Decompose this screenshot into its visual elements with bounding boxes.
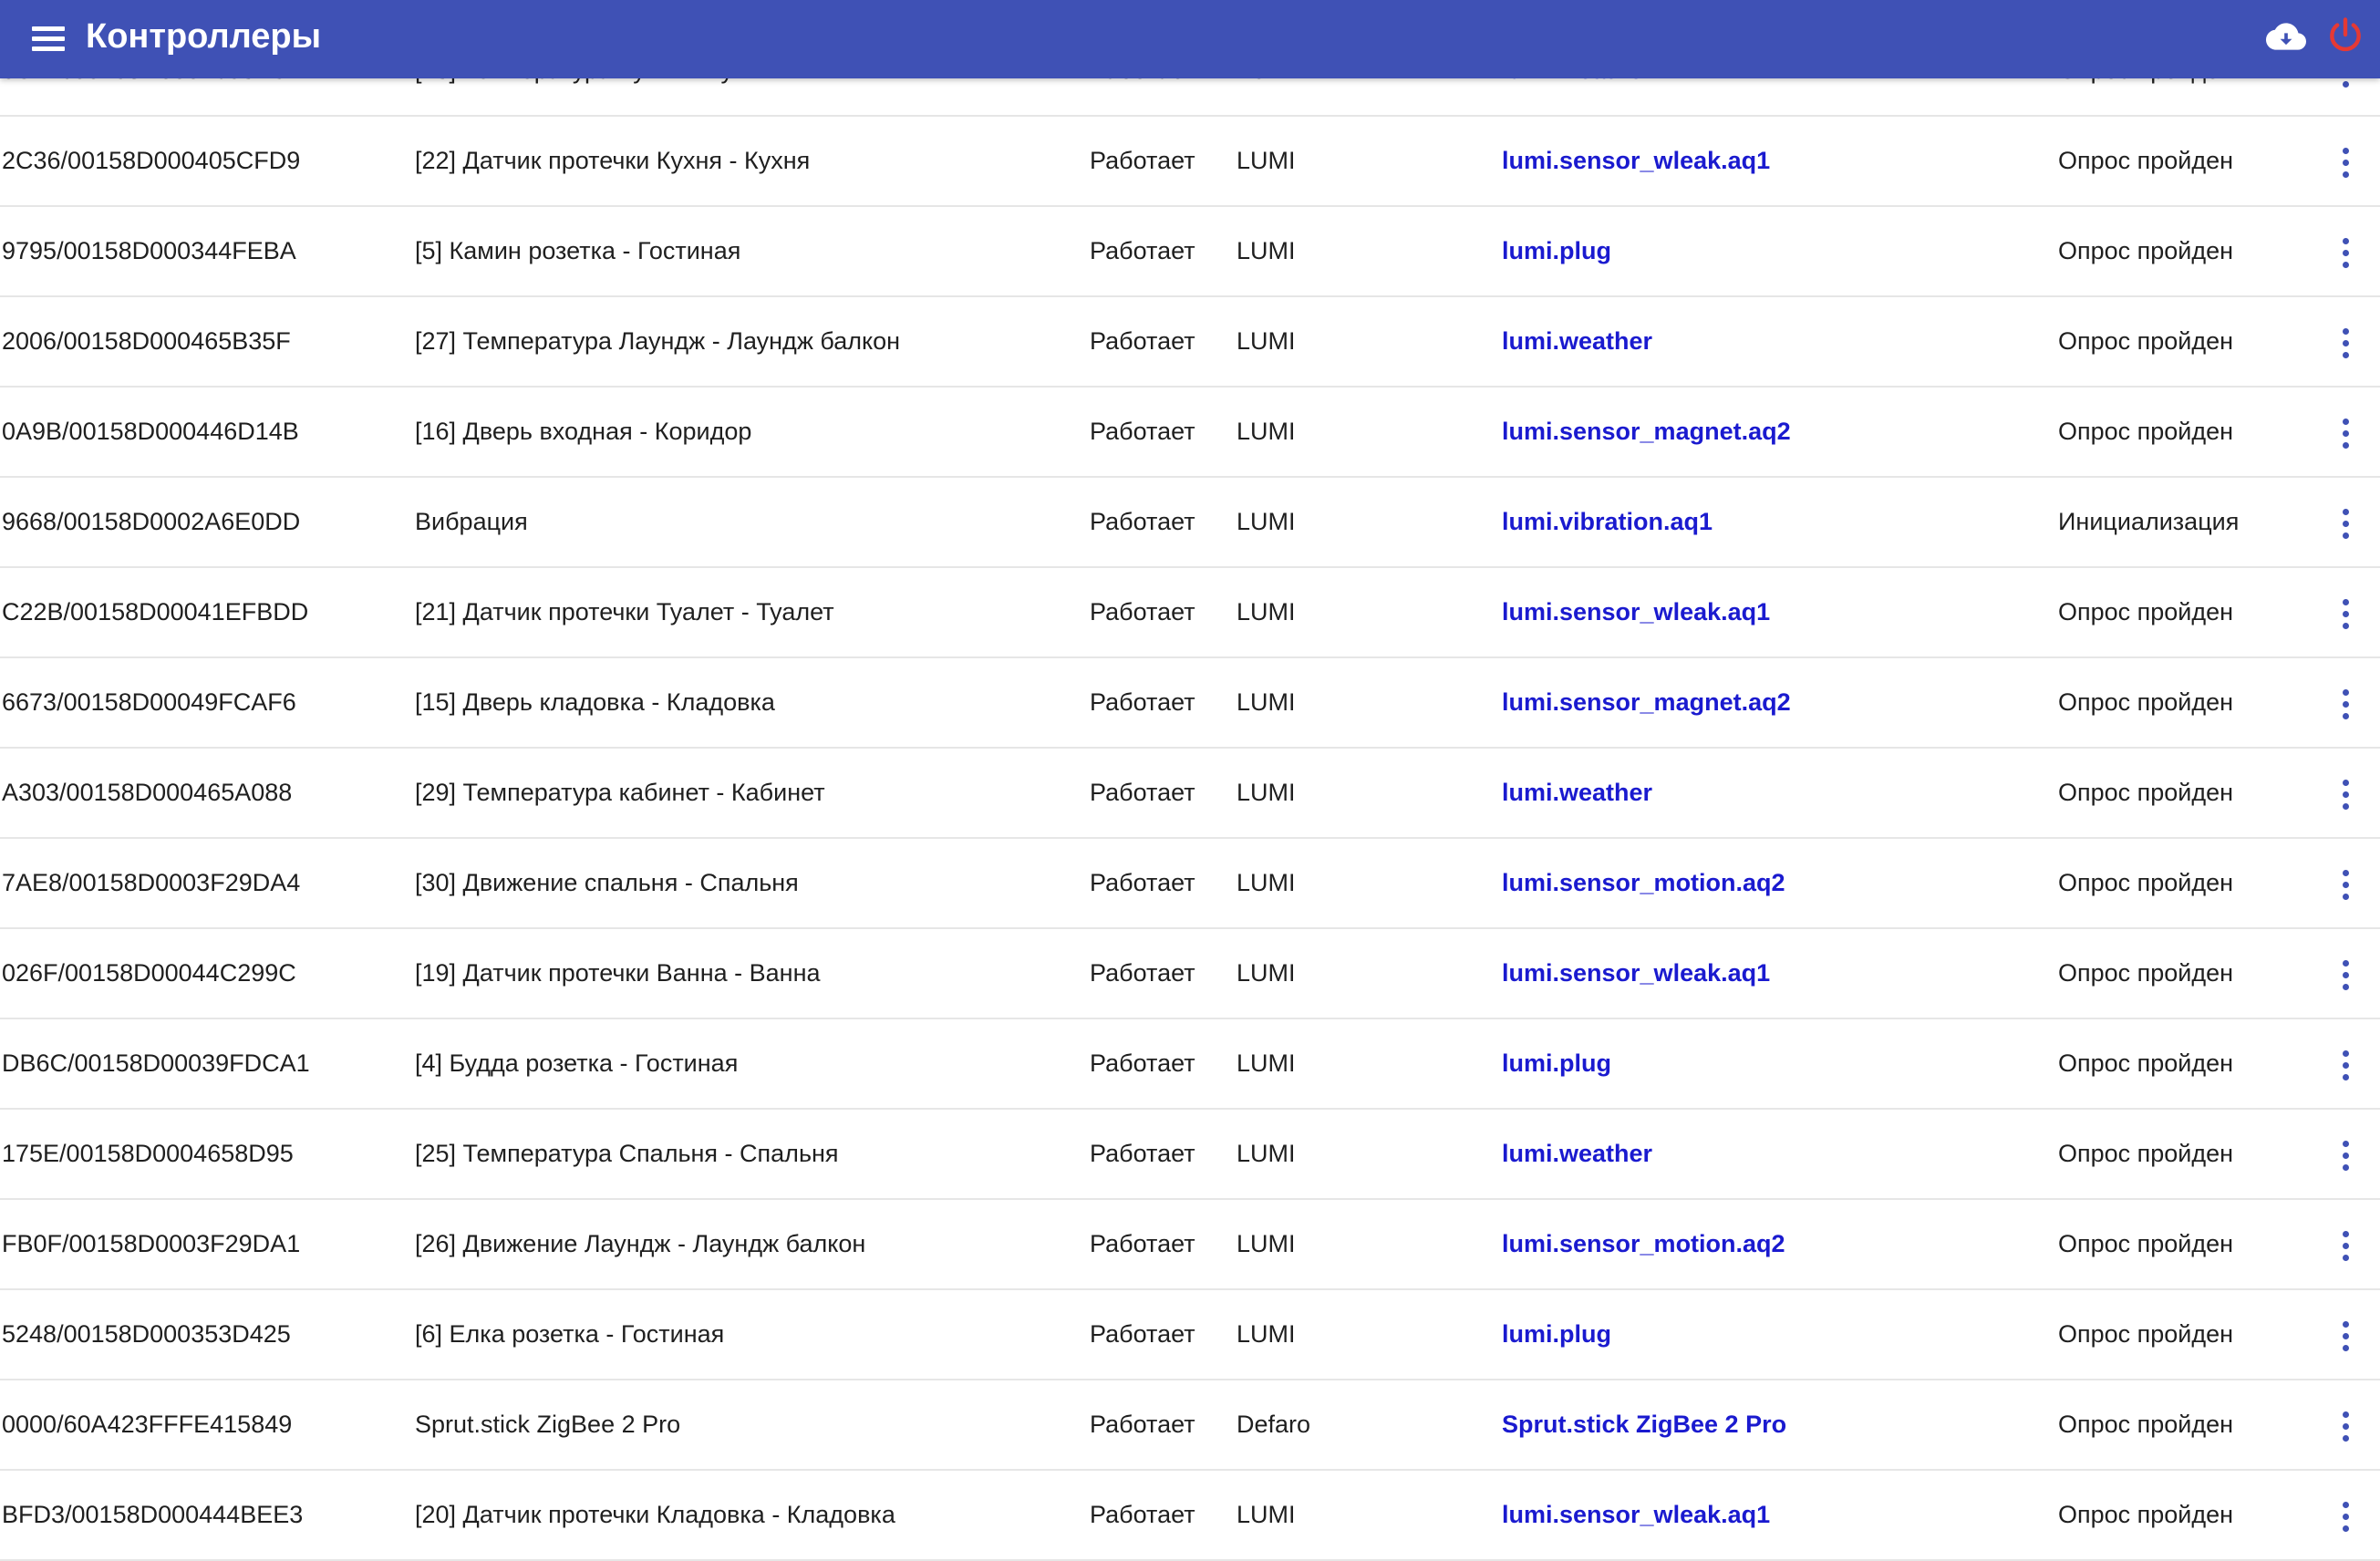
row-more-vert-icon[interactable] — [2327, 568, 2367, 656]
device-name-cell: [6] Елка розетка - Гостиная — [415, 1320, 725, 1348]
row-more-vert-icon[interactable] — [2327, 1380, 2367, 1469]
device-name-cell: [4] Будда розетка - Гостиная — [415, 1049, 739, 1077]
device-model-link[interactable]: lumi.sensor_motion.aq2 — [1502, 869, 1785, 896]
device-status-cell: Инициализация — [2058, 508, 2240, 535]
device-vendor-cell: LUMI — [1237, 1049, 1296, 1077]
device-id-cell: 026F/00158D00044C299C — [2, 959, 296, 987]
device-state-cell: Работает — [1090, 598, 1195, 625]
device-id-cell: 175E/00158D0004658D95 — [2, 1140, 294, 1167]
device-id-cell: 0000/60A423FFFE415849 — [2, 1411, 293, 1438]
row-more-vert-icon[interactable] — [2327, 1019, 2367, 1108]
device-status-cell: Опрос пройден — [2058, 869, 2234, 896]
device-name-cell: [19] Датчик протечки Ванна - Ванна — [415, 959, 821, 987]
row-more-vert-icon[interactable] — [2327, 1290, 2367, 1379]
device-vendor-cell: LUMI — [1237, 779, 1296, 806]
device-status-cell: Опрос пройден — [2058, 1320, 2234, 1348]
device-state-cell: Работает — [1090, 1320, 1195, 1348]
table-row[interactable] — [0, 1110, 2380, 1200]
device-status-cell: Опрос пройден — [2058, 1049, 2234, 1077]
table-row[interactable] — [0, 478, 2380, 568]
cloud-download-icon[interactable] — [2261, 16, 2311, 57]
device-name-cell: [26] Движение Лаундж - Лаундж балкон — [415, 1230, 866, 1257]
device-id-cell: 2C36/00158D000405CFD9 — [2, 147, 301, 174]
device-id-cell: 0A9B/00158D000446D14B — [2, 418, 299, 445]
device-model-link[interactable]: lumi.sensor_wleak.aq1 — [1502, 147, 1771, 174]
device-state-cell: Работает — [1090, 688, 1195, 716]
device-id-cell: 9668/00158D0002A6E0DD — [2, 508, 301, 535]
row-more-vert-icon[interactable] — [2327, 117, 2367, 205]
table-row[interactable] — [0, 749, 2380, 839]
device-name-cell: Sprut.stick ZigBee 2 Pro — [415, 1411, 681, 1438]
row-more-vert-icon[interactable] — [2327, 749, 2367, 837]
controllers-table — [0, 26, 2380, 1561]
device-status-cell: Опрос пройден — [2058, 1411, 2234, 1438]
device-status-cell: Опрос пройден — [2058, 779, 2234, 806]
device-id-cell: 2006/00158D000465B35F — [2, 327, 291, 355]
device-model-link[interactable]: lumi.sensor_wleak.aq1 — [1502, 959, 1771, 987]
device-status-cell: Опрос пройден — [2058, 959, 2234, 987]
device-name-cell: [22] Датчик протечки Кухня - Кухня — [415, 147, 811, 174]
device-state-cell: Работает — [1090, 418, 1195, 445]
device-model-link[interactable]: lumi.weather — [1502, 327, 1653, 355]
device-id-cell: 6673/00158D00049FCAF6 — [2, 688, 296, 716]
device-model-link[interactable]: lumi.plug — [1502, 1320, 1611, 1348]
device-name-cell: [30] Движение спальня - Спальня — [415, 869, 799, 896]
device-model-link[interactable]: lumi.plug — [1502, 1049, 1611, 1077]
device-vendor-cell: Defaro — [1237, 1411, 1311, 1438]
device-name-cell: [15] Дверь кладовка - Кладовка — [415, 688, 775, 716]
device-id-cell: DB6C/00158D00039FDCA1 — [2, 1049, 310, 1077]
device-state-cell: Работает — [1090, 959, 1195, 987]
device-id-cell: C22B/00158D00041EFBDD — [2, 598, 309, 625]
device-vendor-cell: LUMI — [1237, 508, 1296, 535]
row-more-vert-icon[interactable] — [2327, 1110, 2367, 1198]
device-state-cell: Работает — [1090, 327, 1195, 355]
device-status-cell: Опрос пройден — [2058, 598, 2234, 625]
device-state-cell: Работает — [1090, 1411, 1195, 1438]
device-id-cell: FB0F/00158D0003F29DA1 — [2, 1230, 301, 1257]
device-state-cell: Работает — [1090, 1501, 1195, 1528]
row-more-vert-icon[interactable] — [2327, 1200, 2367, 1288]
device-name-cell: [27] Температура Лаундж - Лаундж балкон — [415, 327, 901, 355]
table-row[interactable] — [0, 1290, 2380, 1380]
device-model-link[interactable]: lumi.sensor_motion.aq2 — [1502, 1230, 1785, 1257]
row-more-vert-icon[interactable] — [2327, 658, 2367, 747]
device-status-cell: Опрос пройден — [2058, 1501, 2234, 1528]
device-name-cell: [29] Температура кабинет - Кабинет — [415, 779, 825, 806]
table-row[interactable] — [0, 117, 2380, 207]
table-row[interactable] — [0, 297, 2380, 388]
device-state-cell: Работает — [1090, 147, 1195, 174]
device-status-cell: Опрос пройден — [2058, 688, 2234, 716]
page-title: Контроллеры — [86, 17, 322, 56]
device-model-link[interactable]: lumi.sensor_magnet.aq2 — [1502, 688, 1791, 716]
table-row[interactable] — [0, 839, 2380, 929]
table-row[interactable] — [0, 1380, 2380, 1471]
table-row[interactable] — [0, 929, 2380, 1019]
row-more-vert-icon[interactable] — [2327, 388, 2367, 476]
power-icon[interactable] — [2325, 15, 2365, 55]
row-more-vert-icon[interactable] — [2327, 478, 2367, 566]
row-more-vert-icon[interactable] — [2327, 207, 2367, 295]
device-model-link[interactable]: lumi.sensor_wleak.aq1 — [1502, 1501, 1771, 1528]
device-model-link[interactable]: lumi.sensor_magnet.aq2 — [1502, 418, 1791, 445]
top-app-bar — [0, 0, 2380, 78]
row-more-vert-icon[interactable] — [2327, 297, 2367, 386]
device-name-cell: [25] Температура Спальня - Спальня — [415, 1140, 839, 1167]
device-model-link[interactable]: lumi.sensor_wleak.aq1 — [1502, 598, 1771, 625]
table-row[interactable] — [0, 658, 2380, 749]
row-more-vert-icon[interactable] — [2327, 839, 2367, 927]
table-row[interactable] — [0, 1200, 2380, 1290]
table-row[interactable] — [0, 388, 2380, 478]
device-state-cell: Работает — [1090, 779, 1195, 806]
device-model-link[interactable]: lumi.weather — [1502, 779, 1653, 806]
table-row[interactable] — [0, 207, 2380, 297]
device-name-cell: [20] Датчик протечки Кладовка - Кладовка — [415, 1501, 895, 1528]
device-status-cell: Опрос пройден — [2058, 418, 2234, 445]
device-vendor-cell: LUMI — [1237, 418, 1296, 445]
device-vendor-cell: LUMI — [1237, 598, 1296, 625]
device-model-link[interactable]: lumi.plug — [1502, 237, 1611, 264]
device-vendor-cell: LUMI — [1237, 869, 1296, 896]
device-vendor-cell: LUMI — [1237, 1501, 1296, 1528]
device-vendor-cell: LUMI — [1237, 1230, 1296, 1257]
device-vendor-cell: LUMI — [1237, 688, 1296, 716]
table-row[interactable] — [0, 568, 2380, 658]
device-state-cell: Работает — [1090, 237, 1195, 264]
device-vendor-cell: LUMI — [1237, 1140, 1296, 1167]
device-vendor-cell: LUMI — [1237, 327, 1296, 355]
device-vendor-cell: LUMI — [1237, 959, 1296, 987]
device-id-cell: BFD3/00158D000444BEE3 — [2, 1501, 304, 1528]
table-row[interactable] — [0, 1471, 2380, 1561]
device-status-cell: Опрос пройден — [2058, 1140, 2234, 1167]
device-status-cell: Опрос пройден — [2058, 147, 2234, 174]
table-row[interactable] — [0, 1019, 2380, 1110]
device-status-cell: Опрос пройден — [2058, 237, 2234, 264]
device-name-cell: Вибрация — [415, 508, 528, 535]
device-state-cell: Работает — [1090, 1230, 1195, 1257]
device-status-cell: Опрос пройден — [2058, 1230, 2234, 1257]
menu-icon[interactable] — [29, 22, 67, 57]
device-id-cell: 9795/00158D000344FEBA — [2, 237, 296, 264]
device-state-cell: Работает — [1090, 1049, 1195, 1077]
device-name-cell: [21] Датчик протечки Туалет - Туалет — [415, 598, 834, 625]
device-state-cell: Работает — [1090, 869, 1195, 896]
row-more-vert-icon[interactable] — [2327, 1471, 2367, 1559]
device-name-cell: [16] Дверь входная - Коридор — [415, 418, 752, 445]
device-id-cell: 5248/00158D000353D425 — [2, 1320, 291, 1348]
device-vendor-cell: LUMI — [1237, 147, 1296, 174]
device-model-link[interactable]: lumi.weather — [1502, 1140, 1653, 1167]
device-status-cell: Опрос пройден — [2058, 327, 2234, 355]
device-model-link[interactable]: Sprut.stick ZigBee 2 Pro — [1502, 1411, 1787, 1438]
device-state-cell: Работает — [1090, 1140, 1195, 1167]
device-model-link[interactable]: lumi.vibration.aq1 — [1502, 508, 1713, 535]
device-id-cell: 7AE8/00158D0003F29DA4 — [2, 869, 301, 896]
device-id-cell: A303/00158D000465A088 — [2, 779, 293, 806]
device-vendor-cell: LUMI — [1237, 237, 1296, 264]
row-more-vert-icon[interactable] — [2327, 929, 2367, 1018]
device-state-cell: Работает — [1090, 508, 1195, 535]
device-vendor-cell: LUMI — [1237, 1320, 1296, 1348]
device-name-cell: [5] Камин розетка - Гостиная — [415, 237, 741, 264]
